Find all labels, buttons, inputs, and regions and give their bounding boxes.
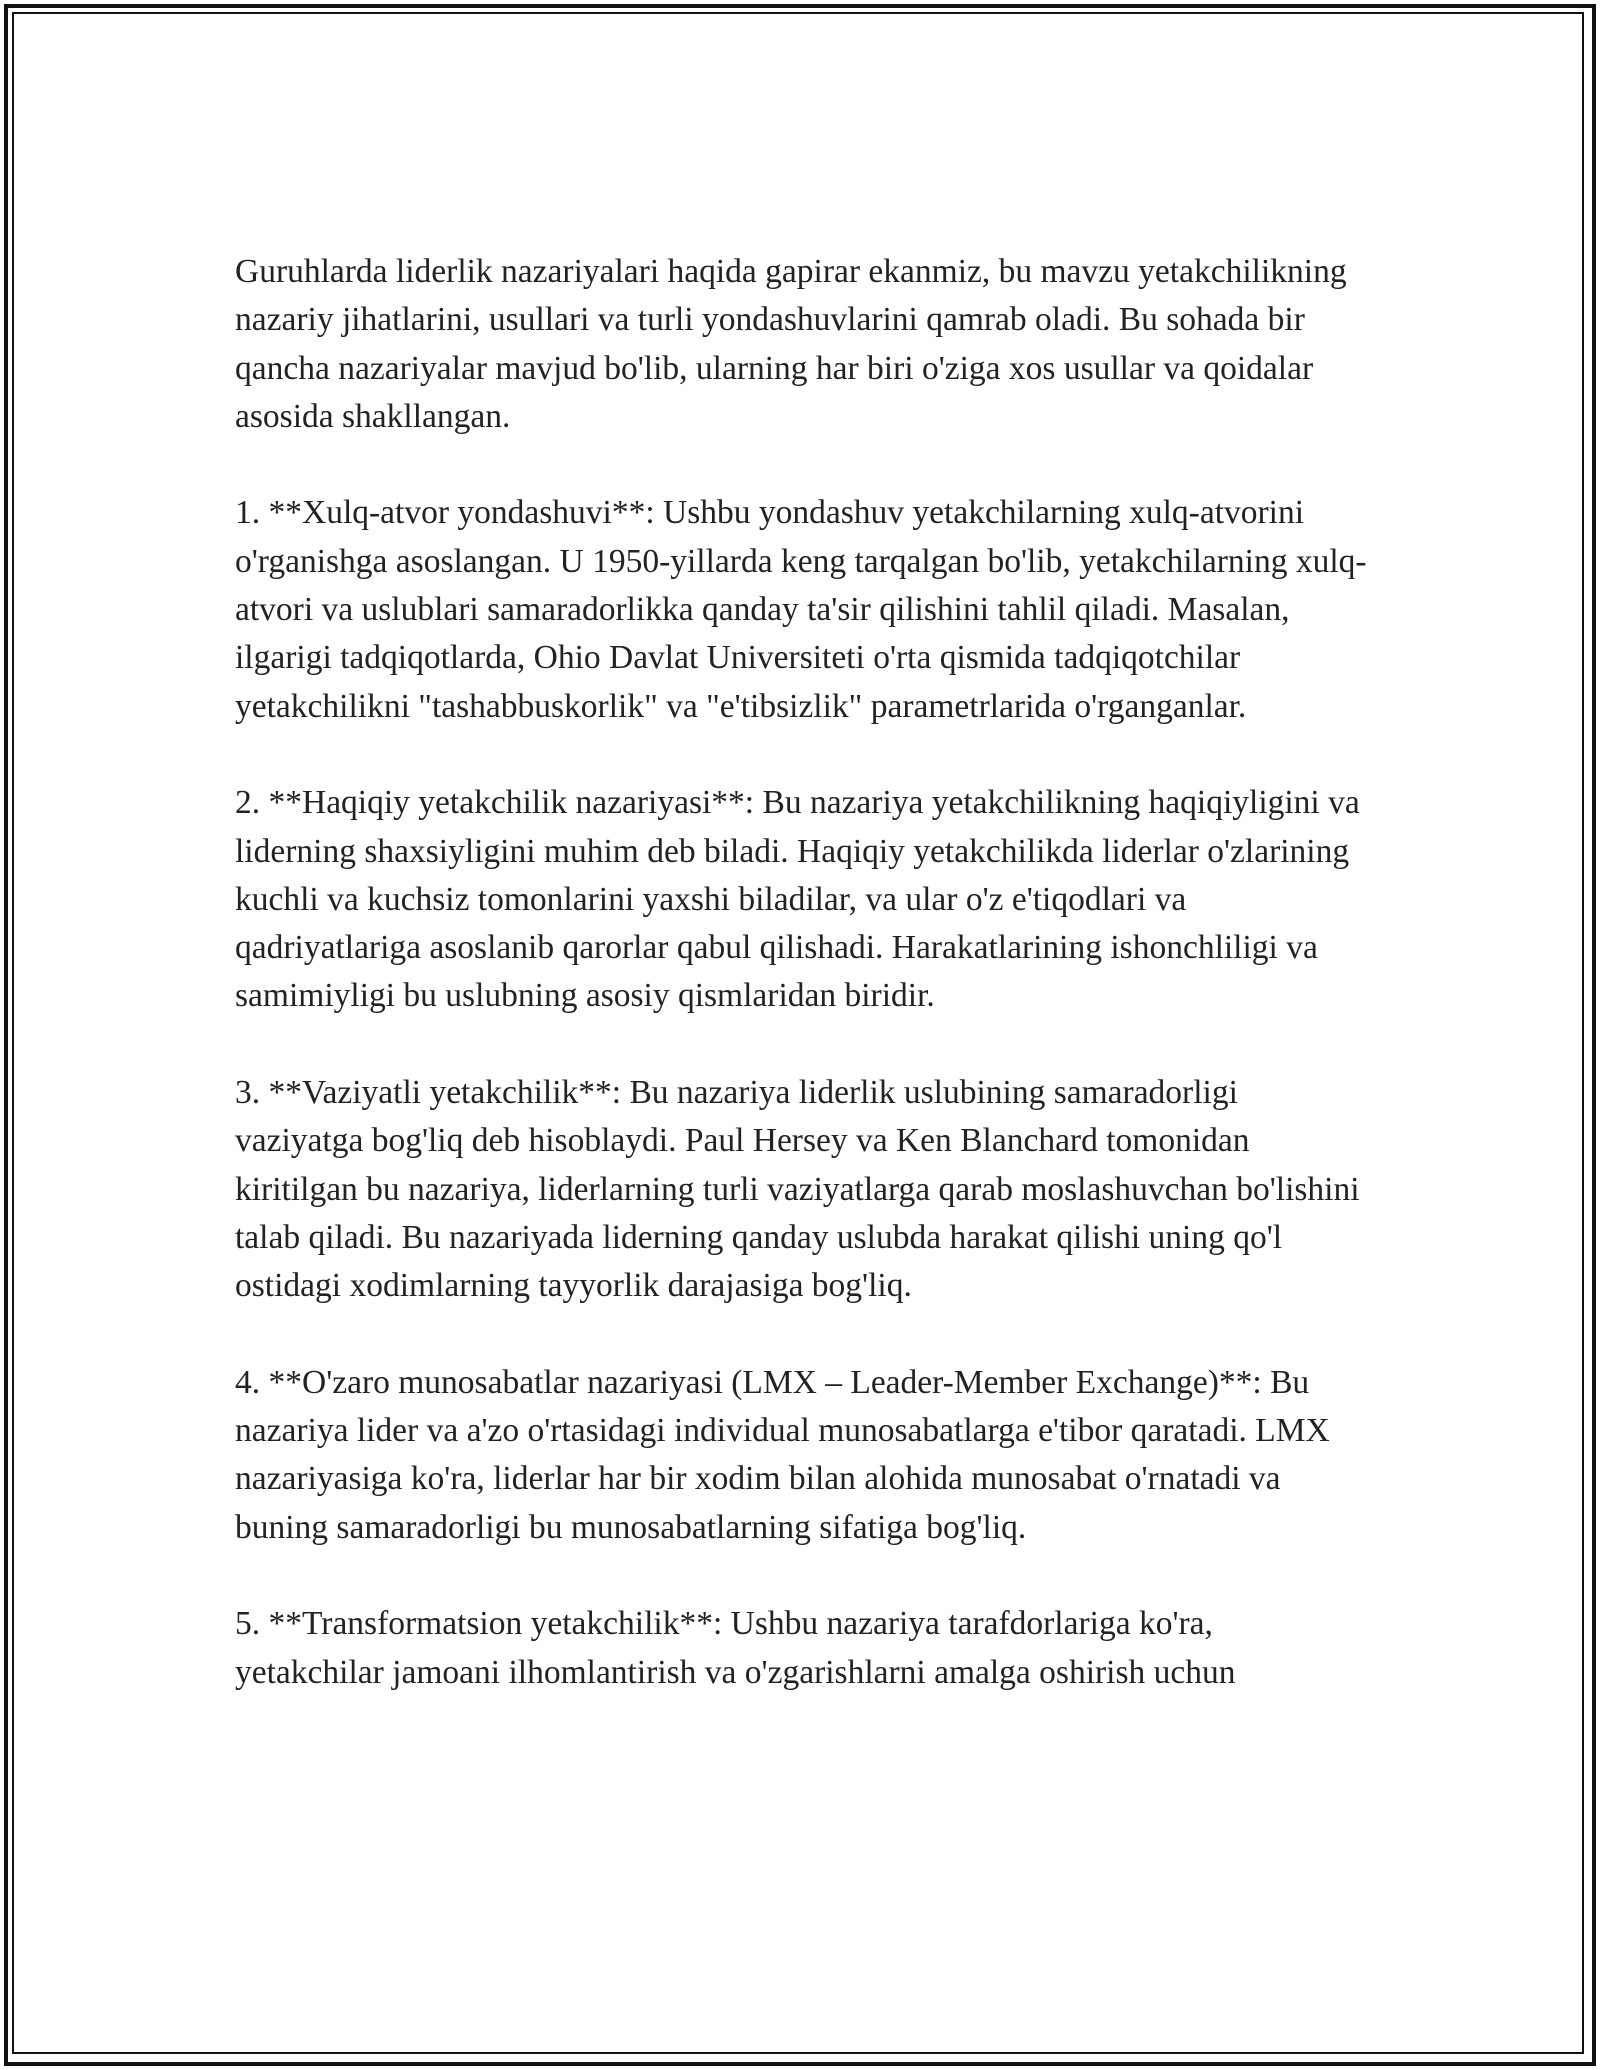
paragraph-lmx-theory: 4. **O'zaro munosabatlar nazariyasi (LMX – Leader-Member Exchange)**: Bu nazariya lider va a'zo o'rtasidagi individual munosabatlarga e'tibor qaratadi. LMX nazariyasiga ko'ra, liderlar har bir xodim bilan alohida munosabat o'rnatadi va buning samaradorligi bu munosabatlarning sifatiga bog'liq. xyxy=(235,1363,1330,1546)
paragraph-transformational-leadership: 5. **Transformatsion yetakchilik**: Ushbu nazariya tarafdorlariga ko'ra, yetakchilar jamoani ilhomlantirish va o'zgarishlarni amalga oshirish uchun xyxy=(235,1605,1236,1691)
paragraph-intro: Guruhlarda liderlik nazariyalari haqida gapirar ekanmiz, bu mavzu yetakchilikning nazariy jihatlarini, usullari va turli yondashuvlarini qamrab oladi. Bu sohada bir qancha nazariyalar mavjud bo'lib, ularning har biri o'ziga xos usullar va qoidalar asosida shakllangan. xyxy=(235,253,1347,435)
paragraph-situational-leadership: 3. **Vaziyatli yetakchilik**: Bu nazariya liderlik uslubining samaradorligi vaziyatga bog'liq deb hisoblaydi. Paul Hersey va Ken Blanchard tomonidan kiritilgan bu nazariya, liderlarning turli vaziyatlarga qarab moslashuvchan bo'lishini talab qiladi. Bu nazariyada liderning qanday uslubda harakat qilishi uning qo'l ostidagi xodimlarning tayyorlik darajasiga bog'liq. xyxy=(235,1074,1360,1305)
document-body xyxy=(235,248,1370,1745)
paragraph-behavioral-approach: 1. **Xulq-atvor yondashuvi**: Ushbu yondashuv yetakchilarning xulq-atvorini o'rganishga asoslangan. U 1950-yillarda keng tarqalgan bo'lib, yetakchilarning xulq-atvori va uslublari samaradorlikka qanday ta'sir qilishini tahlil qiladi. Masalan, ilgarigi tadqiqotlarda, Ohio Davlat Universiteti o'rta qismida tadqiqotchilar yetakchilikni "tashabbuskorlik" va "e'tibsizlik" parametrlarida o'rganganlar. xyxy=(235,494,1367,725)
paragraph-authentic-leadership: 2. **Haqiqiy yetakchilik nazariyasi**: Bu nazariya yetakchilikning haqiqiyligini va liderning shaxsiyligini muhim deb biladi. Haqiqiy yetakchilikda liderlar o'zlarining kuchli va kuchsiz tomonlarini yaxshi biladilar, va ular o'z e'tiqodlari va qadriyatlariga asoslanib qarorlar qabul qilishadi. Harakatlarining ishonchliligi va samimiyligi bu uslubning asosiy qismlaridan biridir. xyxy=(235,784,1360,1015)
